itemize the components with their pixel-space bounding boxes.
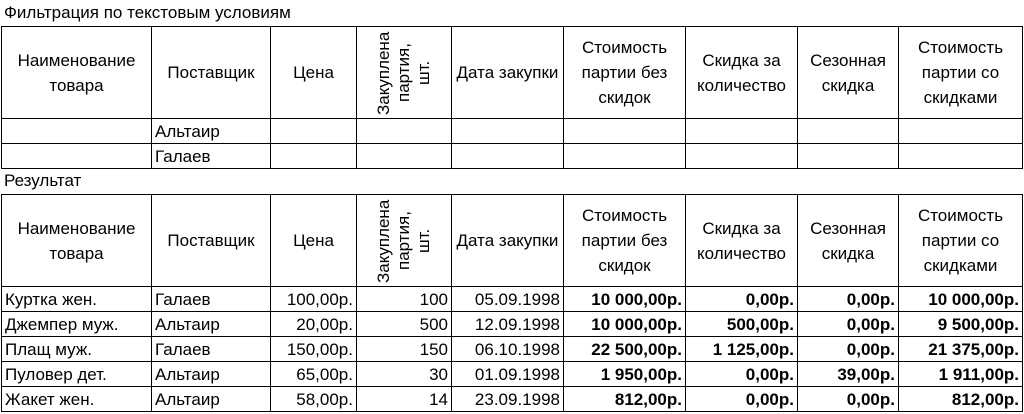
table-row xyxy=(2,312,1023,337)
criteria-cell[interactable] xyxy=(686,144,798,169)
cell-supplier[interactable]: Альтаир xyxy=(152,312,271,337)
cell-cost-with-discount[interactable]: 9 500,00р. xyxy=(899,312,1023,337)
criteria-row xyxy=(2,119,1023,144)
cell-cost-with-discount[interactable]: 812,00р. xyxy=(899,387,1023,412)
table-row xyxy=(2,362,1023,387)
cell-purchase-date[interactable]: 05.09.1998 xyxy=(452,287,564,312)
cell-quantity[interactable]: 100 xyxy=(357,287,452,312)
header-cost-no-discount: Стоимость партии без скидок xyxy=(564,27,686,119)
criteria-cell[interactable] xyxy=(452,119,564,144)
cell-supplier[interactable]: Альтаир xyxy=(152,362,271,387)
header-quantity-discount: Скидка за количество xyxy=(686,195,798,287)
cell-quantity-discount[interactable]: 0,00р. xyxy=(686,287,798,312)
criteria-cell[interactable] xyxy=(899,144,1023,169)
cell-quantity[interactable]: 500 xyxy=(357,312,452,337)
cell-cost-with-discount[interactable]: 21 375,00р. xyxy=(899,337,1023,362)
header-product-name: Наименование товара xyxy=(2,27,152,119)
cell-product-name[interactable]: Куртка жен. xyxy=(2,287,152,312)
header-product-name: Наименование товара xyxy=(2,195,152,287)
criteria-cell[interactable] xyxy=(2,144,152,169)
criteria-cell[interactable] xyxy=(357,144,452,169)
cell-price[interactable]: 100,00р. xyxy=(271,287,357,312)
cell-cost-no-discount[interactable]: 10 000,00р. xyxy=(564,312,686,337)
cell-purchase-date[interactable]: 06.10.1998 xyxy=(452,337,564,362)
cell-quantity-discount[interactable]: 0,00р. xyxy=(686,387,798,412)
cell-seasonal-discount[interactable]: 0,00р. xyxy=(798,337,899,362)
header-seasonal-discount: Сезонная скидка xyxy=(798,27,899,119)
cell-cost-with-discount[interactable]: 1 911,00р. xyxy=(899,362,1023,387)
criteria-cell[interactable] xyxy=(564,119,686,144)
cell-quantity-discount[interactable]: 1 125,00р. xyxy=(686,337,798,362)
filter-section-title: Фильтрация по текстовым условиям xyxy=(4,3,291,22)
cell-quantity[interactable]: 30 xyxy=(357,362,452,387)
cell-seasonal-discount[interactable]: 0,00р. xyxy=(798,387,899,412)
cell-cost-no-discount[interactable]: 812,00р. xyxy=(564,387,686,412)
cell-seasonal-discount[interactable]: 39,00р. xyxy=(798,362,899,387)
cell-product-name[interactable]: Жакет жен. xyxy=(2,387,152,412)
criteria-cell[interactable] xyxy=(357,119,452,144)
header-cost-no-discount: Стоимость партии без скидок xyxy=(564,195,686,287)
criteria-row xyxy=(2,144,1023,169)
cell-quantity[interactable]: 150 xyxy=(357,337,452,362)
cell-supplier[interactable]: Галаев xyxy=(152,337,271,362)
criteria-cell[interactable] xyxy=(271,144,357,169)
result-table xyxy=(1,194,1023,412)
table-row xyxy=(2,287,1023,312)
header-cost-with-discount: Стоимость партии со скидками xyxy=(899,195,1023,287)
cell-purchase-date[interactable]: 01.09.1998 xyxy=(452,362,564,387)
header-seasonal-discount: Сезонная скидка xyxy=(798,195,899,287)
result-header-row xyxy=(2,195,1023,287)
criteria-cell[interactable] xyxy=(798,144,899,169)
cell-price[interactable]: 150,00р. xyxy=(271,337,357,362)
cell-product-name[interactable]: Пуловер дет. xyxy=(2,362,152,387)
cell-quantity-discount[interactable]: 500,00р. xyxy=(686,312,798,337)
cell-quantity-discount[interactable]: 0,00р. xyxy=(686,362,798,387)
cell-price[interactable]: 58,00р. xyxy=(271,387,357,412)
header-purchase-date: Дата закупки xyxy=(452,27,564,119)
cell-product-name[interactable]: Плащ муж. xyxy=(2,337,152,362)
header-quantity-discount: Скидка за количество xyxy=(686,27,798,119)
cell-seasonal-discount[interactable]: 0,00р. xyxy=(798,287,899,312)
criteria-cell[interactable] xyxy=(452,144,564,169)
header-cost-with-discount: Стоимость партии со скидками xyxy=(899,27,1023,119)
result-section-title: Результат xyxy=(4,171,82,190)
criteria-cell[interactable]: Галаев xyxy=(152,144,271,169)
criteria-cell[interactable] xyxy=(798,119,899,144)
header-supplier: Поставщик xyxy=(152,195,271,287)
cell-supplier[interactable]: Галаев xyxy=(152,287,271,312)
cell-purchase-date[interactable]: 23.09.1998 xyxy=(452,387,564,412)
cell-cost-no-discount[interactable]: 10 000,00р. xyxy=(564,287,686,312)
criteria-cell[interactable] xyxy=(686,119,798,144)
cell-purchase-date[interactable]: 12.09.1998 xyxy=(452,312,564,337)
cell-cost-no-discount[interactable]: 1 950,00р. xyxy=(564,362,686,387)
cell-price[interactable]: 20,00р. xyxy=(271,312,357,337)
criteria-cell[interactable] xyxy=(564,144,686,169)
header-supplier: Поставщик xyxy=(152,27,271,119)
criteria-cell[interactable] xyxy=(899,119,1023,144)
header-quantity: Закуплена партия, шт. xyxy=(357,195,452,287)
cell-price[interactable]: 65,00р. xyxy=(271,362,357,387)
cell-quantity[interactable]: 14 xyxy=(357,387,452,412)
criteria-header-row xyxy=(2,27,1023,119)
table-row xyxy=(2,337,1023,362)
header-price: Цена xyxy=(271,27,357,119)
cell-cost-no-discount[interactable]: 22 500,00р. xyxy=(564,337,686,362)
cell-supplier[interactable]: Альтаир xyxy=(152,387,271,412)
criteria-cell[interactable]: Альтаир xyxy=(152,119,271,144)
criteria-table xyxy=(1,26,1023,169)
header-purchase-date: Дата закупки xyxy=(452,195,564,287)
header-price: Цена xyxy=(271,195,357,287)
cell-seasonal-discount[interactable]: 0,00р. xyxy=(798,312,899,337)
cell-cost-with-discount[interactable]: 10 000,00р. xyxy=(899,287,1023,312)
table-row xyxy=(2,387,1023,412)
cell-product-name[interactable]: Джемпер муж. xyxy=(2,312,152,337)
criteria-cell[interactable] xyxy=(271,119,357,144)
criteria-cell[interactable] xyxy=(2,119,152,144)
header-quantity: Закуплена партия, шт. xyxy=(357,27,452,119)
